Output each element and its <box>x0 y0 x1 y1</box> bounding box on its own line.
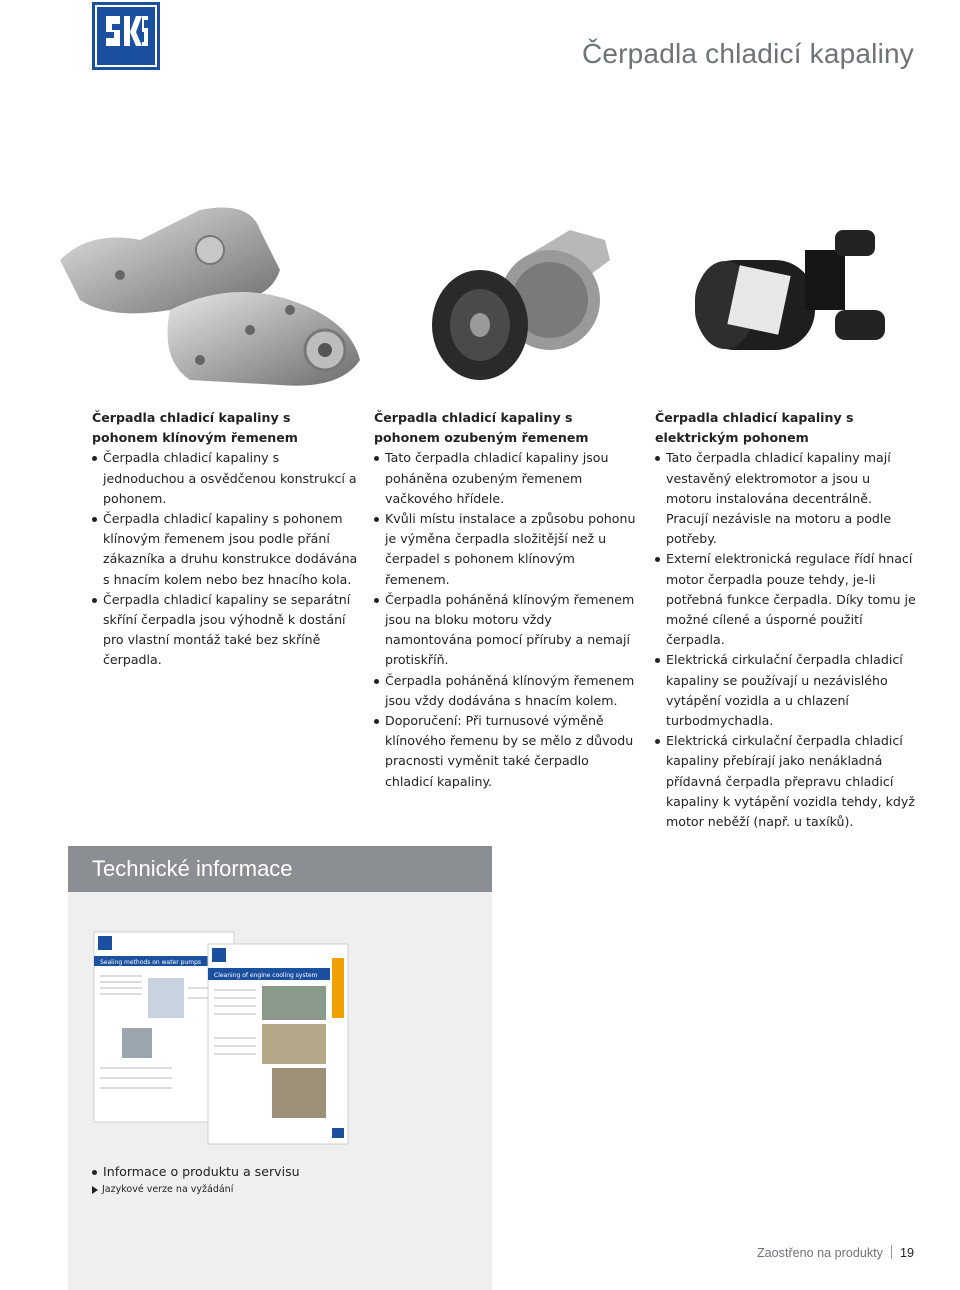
toothed-belt-water-pump-image <box>420 230 620 390</box>
brochure-1-title: Sealing methods on water pumps <box>100 959 202 966</box>
brochure-thumbnails[interactable] <box>92 928 352 1148</box>
product-photos <box>40 170 960 392</box>
v-belt-water-pump-image <box>50 190 380 390</box>
list-item: Doporučení: Při turnusové výměně klínového řemenu by se mělo z důvodu pracnosti vyměnit také čerpadlo chladicí kapaliny. <box>374 711 638 792</box>
list-item: Čerpadla chladicí kapaliny s jednoduchou a osvědčenou konstrukcí a pohonem. <box>92 448 360 509</box>
page-number: 19 <box>899 1246 914 1260</box>
column-heading: Čerpadla chladicí kapaliny s pohonem ozubeným řemenem <box>374 410 589 446</box>
brochure-2-title: Cleaning of engine cooling system <box>214 972 318 979</box>
language-versions-note: Jazykové verze na vyžádání <box>92 1184 233 1195</box>
brand-logo <box>92 2 160 70</box>
technical-info-panel <box>68 846 492 1290</box>
column-electric <box>655 408 917 832</box>
list-item: Čerpadla poháněná klínovým řemenem jsou vždy dodávána s hnacím kolem. <box>374 671 638 711</box>
list-item: Elektrická cirkulační čerpadla chladicí kapaliny přebírají jako nenákladná přídavná čerpadla přepravu chladicí kapaliny k vytápění vozidla tehdy, když motor neběží (např. u taxíků). <box>655 731 917 832</box>
footer-section: Zaostřeno na produkty <box>756 1246 883 1260</box>
technical-info-title: Technické informace <box>92 856 293 881</box>
column-v-belt <box>92 408 360 671</box>
list-item: Čerpadla chladicí kapaliny s pohonem klínovým řemenem jsou podle přání zákazníka a druhu konstrukce dodávána s hnacím kolem nebo bez hnacího kola. <box>92 509 360 590</box>
list-item: Čerpadla poháněná klínovým řemenem jsou na bloku motoru vždy namontována pomocí příruby a nemají protiskříň. <box>374 590 638 671</box>
product-service-info-bullet: Informace o produktu a servisu <box>92 1164 300 1179</box>
footer-divider <box>891 1245 892 1259</box>
page-footer <box>757 1245 914 1260</box>
list-item: Tato čerpadla chladicí kapaliny jsou poháněna ozubeným řemenem vačkového hřídele. <box>374 448 638 509</box>
electric-water-pump-image <box>685 230 905 370</box>
column-toothed-belt <box>374 408 638 792</box>
list-item: Externí elektronická regulace řídí hnací motor čerpadla pouze tehdy, je-li potřebná funkce čerpadla. Díky tomu je možné cílené a úsporné použití čerpadla. <box>655 549 917 650</box>
list-item: Elektrická cirkulační čerpadla chladicí kapaliny se používají u nezávislého vytápění vozidla a u chlazení turbodmychadla. <box>655 650 917 731</box>
list-item: Tato čerpadla chladicí kapaliny mají vestavěný elektromotor a jsou u motoru instalována decentrálně. Pracují nezávisle na motoru a podle potřeby. <box>655 448 917 549</box>
page-title: Čerpadla chladicí kapaliny <box>581 38 914 69</box>
brochure-cleaning-cooling-system[interactable] <box>208 944 348 1144</box>
list-item: Čerpadla chladicí kapaliny se separátní skříní čerpadla jsou výhodně k dostání pro vlastní montáž také bez skříně čerpadla. <box>92 590 360 671</box>
column-heading: Čerpadla chladicí kapaliny s pohonem klínovým řemenem <box>92 410 298 446</box>
list-item: Kvůli místu instalace a způsobu pohonu je výměna čerpadla složitější než u čerpadel s pohonem klínovým řemenem. <box>374 509 638 590</box>
technical-info-header <box>68 846 492 892</box>
column-heading: Čerpadla chladicí kapaliny s elektrickým pohonem <box>655 410 854 446</box>
